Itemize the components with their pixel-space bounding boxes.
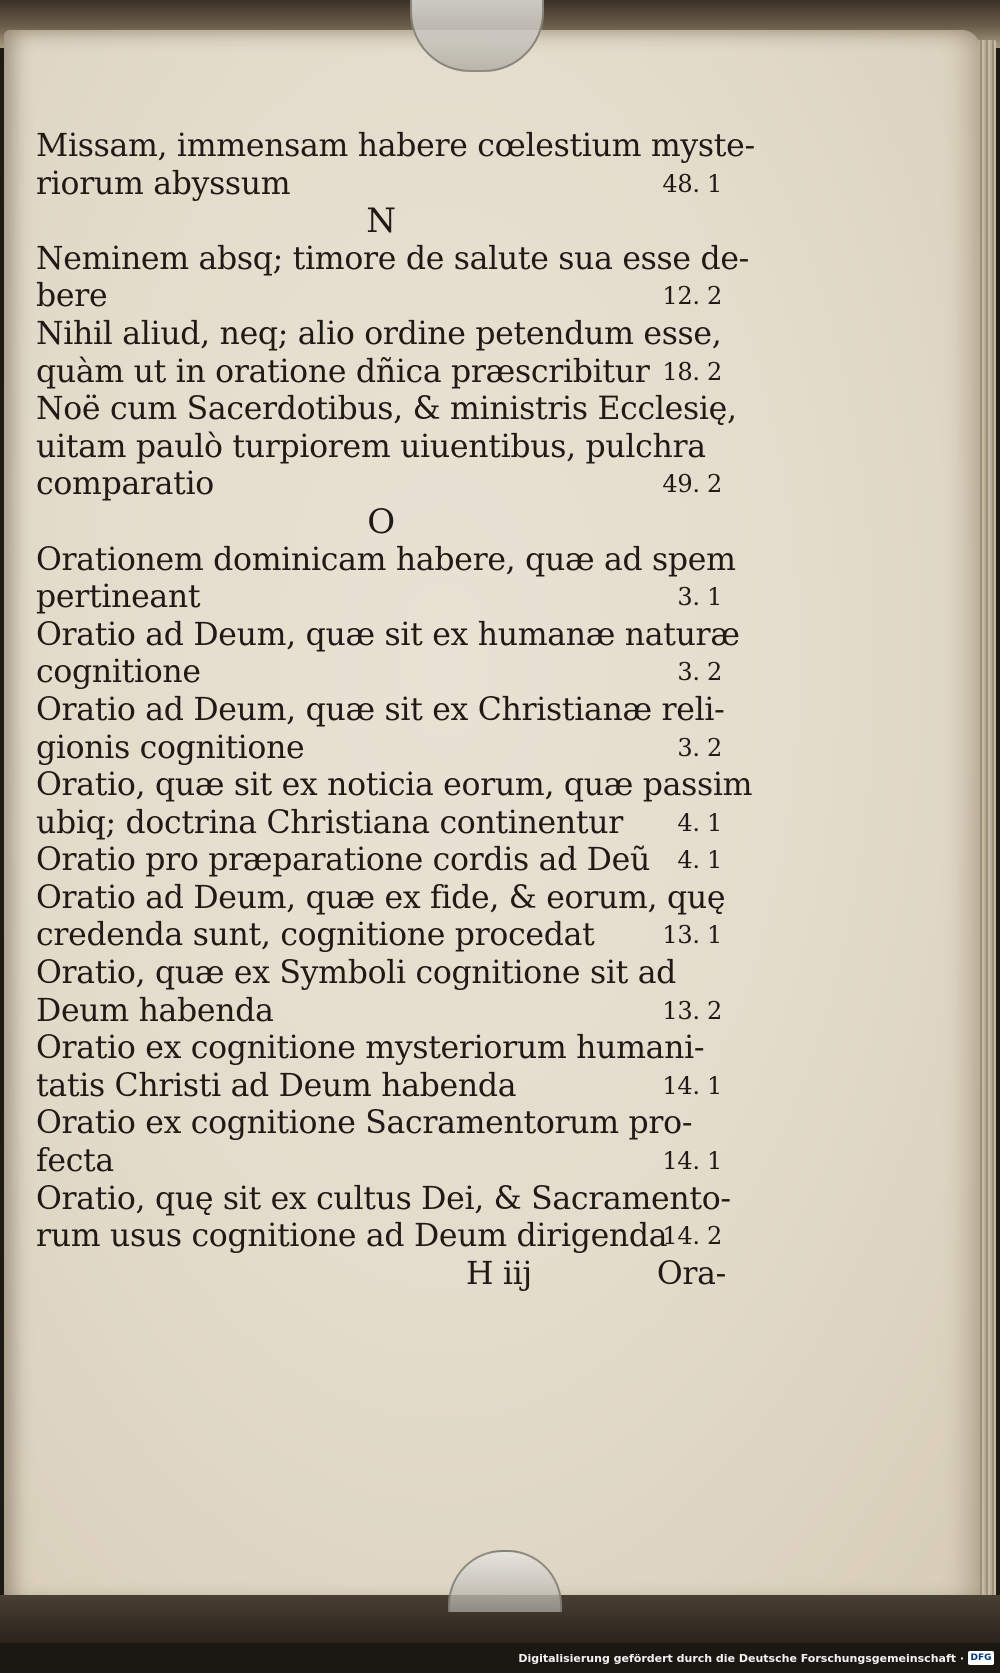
index-entry-text: Nihil aliud, neq; alio ordine petendum esse, xyxy=(36,315,722,352)
index-entry-text: Deum habenda xyxy=(36,992,274,1029)
index-entry-text: Oratio ad Deum, quæ sit ex Christianæ reli- xyxy=(36,691,725,728)
page-reference: 14. 1 xyxy=(662,1071,722,1100)
index-entry-text: Missam, immensam habere cœlestium myste- xyxy=(36,128,755,164)
index-entry-text: bere xyxy=(36,278,108,315)
index-line xyxy=(36,166,726,204)
page-reference: 3. 2 xyxy=(677,658,722,687)
index-line xyxy=(36,354,726,392)
index-line xyxy=(36,880,726,918)
index-line xyxy=(36,541,736,580)
page-reference: 4. 1 xyxy=(677,808,722,837)
index-line xyxy=(36,579,726,617)
index-entry-text: Oratio, quæ ex Symboli cognitione sit ad xyxy=(36,955,677,992)
signature-mark: H iij xyxy=(466,1255,532,1292)
index-line xyxy=(36,955,726,993)
index-entry-text: Oratio ex cognitione Sacramentorum pro- xyxy=(36,1105,693,1142)
section-letter: O xyxy=(367,501,395,542)
index-line xyxy=(36,805,726,843)
index-entry-text: credenda sunt, cognitione procedat xyxy=(36,917,595,954)
index-entry-text: Oratio ad Deum, quæ sit ex humanæ naturæ xyxy=(36,616,740,653)
index-entry-text: Oratio ad Deum, quæ ex fide, & eorum, quę xyxy=(36,879,726,916)
page-reference: 48. 1 xyxy=(662,169,722,198)
footer-bar xyxy=(0,1643,1000,1673)
index-line xyxy=(36,1068,726,1106)
index-line xyxy=(36,429,726,467)
page-reference: 14. 2 xyxy=(662,1222,722,1251)
page-reference: 3. 2 xyxy=(677,733,722,762)
index-line xyxy=(36,278,726,316)
index-line xyxy=(36,616,740,655)
index-entry-text: gionis cognitione xyxy=(36,729,305,766)
index-entry-text: tatis Christi ad Deum habenda xyxy=(36,1067,517,1104)
page-reference: 13. 1 xyxy=(662,921,722,950)
index-entry-text: Oratio, quę sit ex cultus Dei, & Sacramento- xyxy=(36,1180,731,1217)
page-reference: 14. 1 xyxy=(662,1147,722,1176)
index-text xyxy=(36,128,755,1293)
page-reference: 13. 2 xyxy=(662,996,722,1025)
index-entry-text: Noë cum Sacerdotibus, & ministris Ecclesię, xyxy=(36,391,737,428)
section-letter: N xyxy=(366,201,396,242)
index-line xyxy=(36,128,755,166)
index-line xyxy=(36,692,726,730)
page-reference: 4. 1 xyxy=(677,846,722,875)
dfg-logo: DFG xyxy=(968,1651,994,1665)
index-line xyxy=(36,1030,726,1068)
index-entry-text: riorum abyssum xyxy=(36,165,291,202)
index-line xyxy=(36,654,726,692)
index-line xyxy=(36,391,737,429)
page-reference: 12. 2 xyxy=(662,282,722,311)
index-entry-text: uitam paulò turpiorem uiuentibus, pulchra xyxy=(36,428,706,465)
index-line xyxy=(36,466,726,504)
page-reference: 3. 1 xyxy=(677,583,722,612)
signature-line xyxy=(36,1256,726,1294)
index-line xyxy=(36,767,753,805)
index-line xyxy=(36,316,726,354)
page-reference: 49. 2 xyxy=(662,470,722,499)
footer-credit: Digitalisierung gefördert durch die Deutsche Forschungsgemeinschaft · xyxy=(518,1652,964,1665)
index-line xyxy=(36,1143,726,1181)
index-entry-text: quàm ut in oratione dñica præscribitur xyxy=(36,353,650,390)
index-line xyxy=(36,1218,726,1256)
index-entry-text: ubiq; doctrina Christiana continentur xyxy=(36,804,623,841)
index-entry-text: Oratio pro præparatione cordis ad Deũ xyxy=(36,842,650,879)
index-entry-text: comparatio xyxy=(36,466,214,503)
index-line xyxy=(36,1105,726,1143)
index-line xyxy=(36,1180,731,1219)
index-entry-text: pertineant xyxy=(36,579,201,616)
page-reference: 18. 2 xyxy=(662,357,722,386)
index-entry-text: Orationem dominicam habere, quæ ad spem xyxy=(36,541,736,578)
index-line xyxy=(36,917,726,955)
catchword: Ora- xyxy=(656,1255,726,1292)
index-entry-text: Oratio ex cognitione mysteriorum humani- xyxy=(36,1030,705,1067)
index-entry-text: fecta xyxy=(36,1143,114,1180)
index-line xyxy=(36,240,750,279)
index-entry-text: rum usus cognitione ad Deum dirigenda xyxy=(36,1218,668,1255)
index-entry-text: Neminem absq; timore de salute sua esse de- xyxy=(36,240,750,277)
index-entry-text: cognitione xyxy=(36,654,201,691)
index-line xyxy=(36,993,726,1031)
index-line xyxy=(36,842,726,880)
index-entry-text: Oratio, quæ sit ex noticia eorum, quæ passim xyxy=(36,767,753,804)
index-line xyxy=(36,730,726,768)
